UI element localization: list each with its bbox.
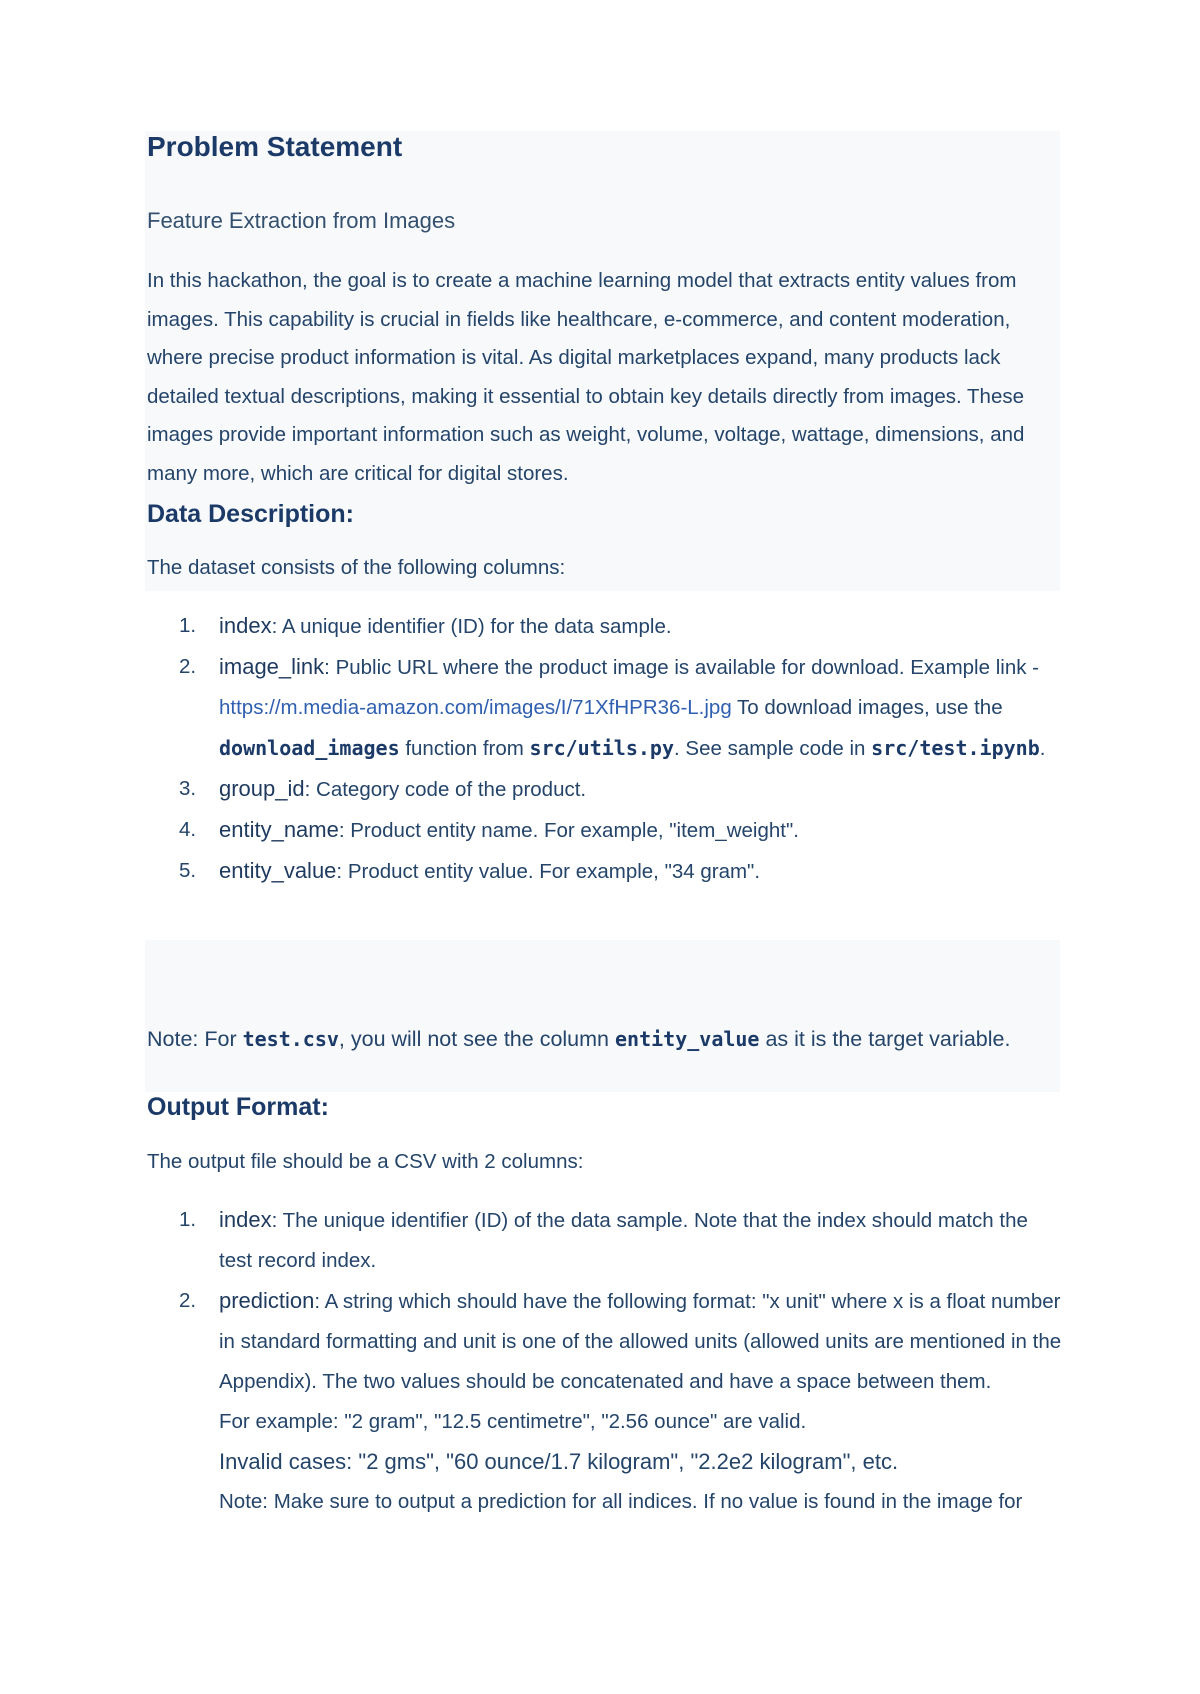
output-columns-list xyxy=(147,1200,1062,1522)
column-term: index xyxy=(219,613,272,638)
list-number: 2. xyxy=(179,655,197,678)
column-term: entity_value xyxy=(219,858,337,883)
list-number: 3. xyxy=(179,777,197,800)
column-desc: : A unique identifier (ID) for the data sample. xyxy=(271,615,672,638)
prediction-note: Note: Make sure to output a prediction for all indices. If no value is found in the image for xyxy=(219,1490,1023,1513)
intro-paragraph: In this hackathon, the goal is to create a machine learning model that extracts entity values from images. This capability is crucial in fields like healthcare, e-commerce, and content moderation, where precise product information is vital. As digital marketplaces expand, many products lack detailed textual descriptions, making it essential to obtain key details directly from images. These images provide important information such as weight, volume, voltage, wattage, dimensions, and many more, which are critical for digital stores. xyxy=(147,269,1025,485)
column-term: entity_name xyxy=(219,817,339,842)
invalid-examples: Invalid cases: "2 gms", "60 ounce/1.7 kilogram", "2.2e2 kilogram", etc. xyxy=(219,1449,899,1474)
list-item xyxy=(147,647,1062,769)
column-term: group_id xyxy=(219,776,305,801)
list-number: 4. xyxy=(179,818,197,841)
list-item xyxy=(147,810,1062,851)
list-item xyxy=(147,851,1062,892)
data-description-intro: The dataset consists of the following columns: xyxy=(147,556,566,579)
column-term: prediction xyxy=(219,1288,315,1313)
column-desc-cont: function from xyxy=(399,737,530,760)
list-item xyxy=(147,769,1062,810)
output-format-intro: The output file should be a CSV with 2 columns: xyxy=(147,1150,584,1173)
column-desc: : Public URL where the product image is available for download. Example link - xyxy=(324,656,1039,679)
page-subtitle: Feature Extraction from Images xyxy=(147,208,456,233)
column-desc-cont: . xyxy=(1039,737,1046,760)
column-desc-cont: . See sample code in xyxy=(674,737,872,760)
page-title: Problem Statement xyxy=(147,131,403,162)
column-term: image_link xyxy=(219,654,325,679)
list-number: 1. xyxy=(179,614,197,637)
column-desc: : Product entity name. For example, "item_weight". xyxy=(338,819,799,842)
inline-code: src/test.ipynb xyxy=(871,736,1040,760)
column-desc: : A string which should have the following format: "x unit" where x is a float number in standard formatting and unit is one of the allowed units (allowed units are mentioned in the Appendix). The two values should be concatenated and have a space between them. xyxy=(219,1290,1062,1393)
shaded-block-output xyxy=(145,940,1060,1092)
inline-code: entity_value xyxy=(614,1027,760,1051)
list-number: 5. xyxy=(179,859,197,882)
valid-examples: For example: "2 gram", "12.5 centimetre", "2.56 ounce" are valid. xyxy=(219,1410,807,1433)
list-item xyxy=(147,1281,1062,1522)
column-desc-cont: To download images, use the xyxy=(731,696,1003,719)
output-format-heading: Output Format: xyxy=(147,1093,329,1121)
data-columns-list xyxy=(147,606,1062,892)
inline-code: src/utils.py xyxy=(529,736,675,760)
column-desc: : Product entity value. For example, "34 gram". xyxy=(336,860,761,883)
list-number: 2. xyxy=(179,1289,197,1312)
example-image-link[interactable]: https://m.media-amazon.com/images/I/71XfHPR36-L.jpg xyxy=(219,696,732,719)
note-text: , you will not see the column xyxy=(338,1027,615,1051)
list-item xyxy=(147,606,1062,647)
test-csv-note xyxy=(147,1027,1057,1052)
inline-code: download_images xyxy=(219,736,400,760)
data-description-heading: Data Description: xyxy=(147,500,354,528)
column-desc: : Category code of the product. xyxy=(304,778,587,801)
column-term: index xyxy=(219,1207,272,1232)
list-item xyxy=(147,1200,1062,1281)
note-text: Note: For xyxy=(147,1027,243,1051)
note-text: as it is the target variable. xyxy=(759,1027,1011,1051)
list-number: 1. xyxy=(179,1208,197,1231)
inline-code: test.csv xyxy=(242,1027,339,1051)
column-desc: : The unique identifier (ID) of the data sample. Note that the index should match the test record index. xyxy=(219,1209,1028,1272)
